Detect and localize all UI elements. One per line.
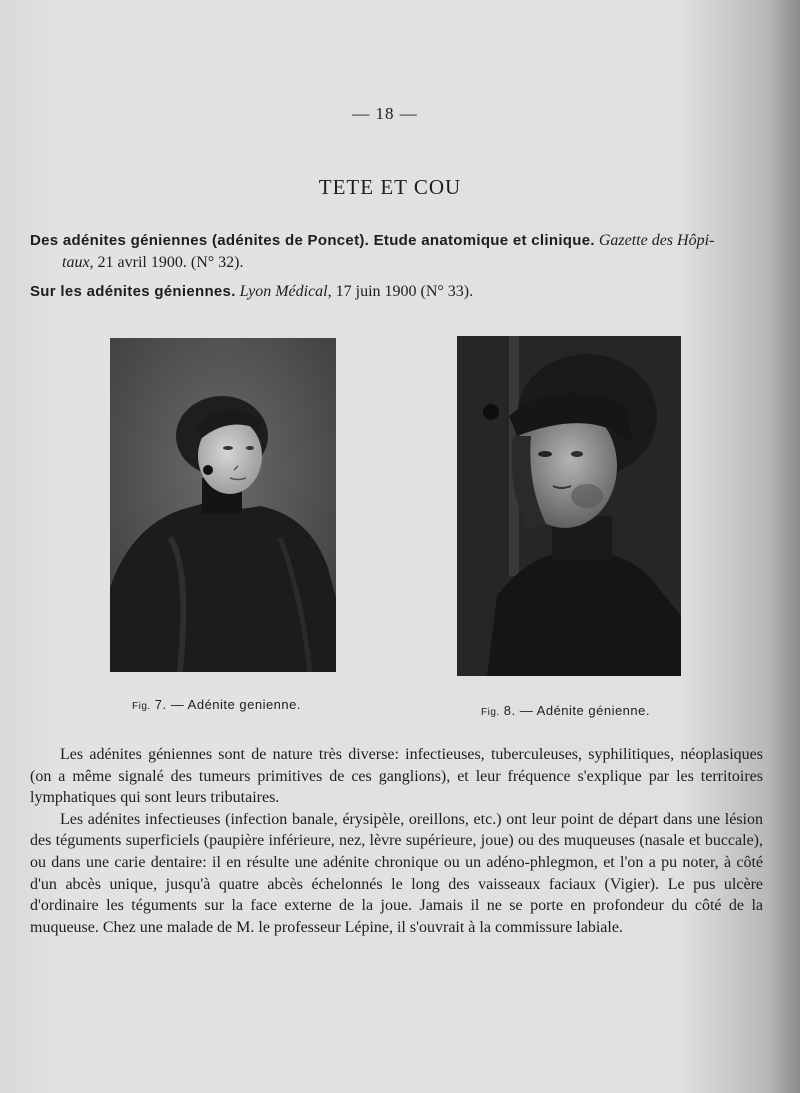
figure-number: 8. — [503,703,534,718]
portrait-woman-profile-icon [457,336,681,676]
reference-date: 17 juin 1900 (N° 33). [335,283,474,300]
page-number: — 18 — [352,104,418,123]
reference-entry [30,281,760,303]
figure-title: Adénite génienne. [536,703,650,718]
section-title: TETE ET COU [318,175,462,199]
figure-8-caption [481,703,650,718]
reference-date: 21 avril 1900. (N° 32). [97,254,244,271]
reference-title: Des adénites géniennes (adénites de Poncet). Etude anatomique et clinique. [30,232,595,249]
reference-journal: Lyon Médical, [239,283,332,300]
paragraph: Les adénites infectieuses (infection banale, érysipèle, oreillons, etc.) ont leur point de départ dans une lésion des téguments superficiels (paupière inférieure, nez, lèvre supérieure, joue) ou des muqueuses (nasale et buccale), ou dans une carie dentaire: il en résulte une adénite chronique ou un adéno-phlegmon, et l'on a pu noter, à côté d'un abcès unique, jusqu'à quatre abcès échelonnés le long des vaisseaux faciaux (Vigier). Le pus ulcère d'ordinaire les téguments sur la face externe de la joue. Jamais il ne se porte en profondeur du côté de la muqueuse. Chez une malade de M. le professeur Lépine, il s'ouvrait à la commissure labiale. [30,810,763,936]
figure-7-photo [110,338,336,672]
reference-journal-cont: taux, [62,254,94,271]
reference-title: Sur les adénites géniennes. [30,283,236,300]
figure-prefix: Fig. [481,707,500,718]
figure-7-caption [132,697,301,712]
reference-journal: Gazette des Hôpi- [598,232,715,249]
portrait-woman-icon [110,338,336,672]
paragraph: Les adénites géniennes sont de nature très diverse: infectieuses, tuberculeuses, syphilitiques, néoplasiques (on a même signalé des tumeurs primitives de ces ganglions), et leur fréquence s'explique par les territoires lymphatiques qui sont leurs tributaires. [30,746,763,807]
figure-title: Adénite genienne. [187,697,301,712]
reference-continuation [30,252,760,274]
figure-prefix: Fig. [132,701,151,712]
body-text [30,744,763,938]
reference-entry [30,230,760,274]
figure-number: 7. — [154,697,185,712]
figure-8-photo [457,336,681,676]
